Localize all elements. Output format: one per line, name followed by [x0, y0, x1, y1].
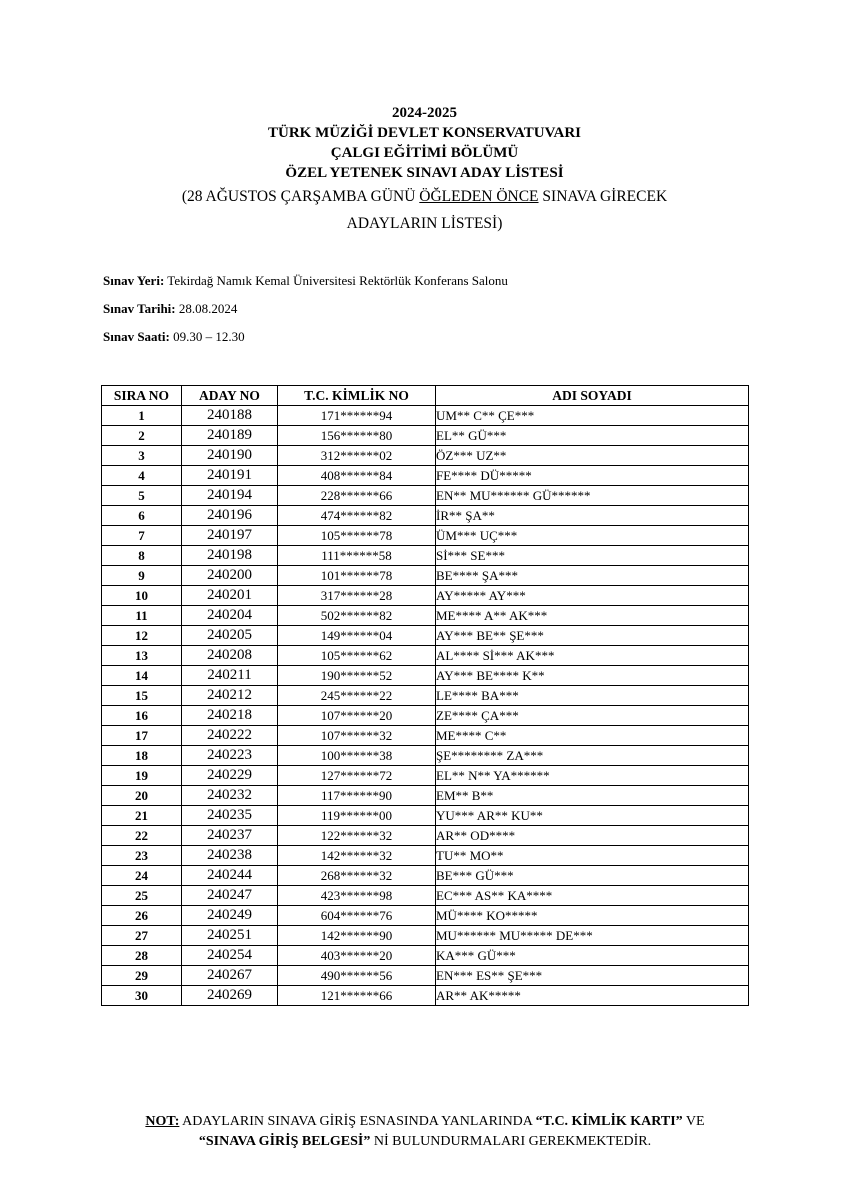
table-row — [102, 466, 749, 486]
row-adi-soyadi: KA*** GÜ*** — [436, 946, 749, 966]
row-tc-kimlik-no: 127******72 — [278, 766, 436, 786]
row-adi-soyadi: UM** C** ÇE*** — [436, 406, 749, 426]
row-tc-kimlik-no: 245******22 — [278, 686, 436, 706]
subtitle-part-1: (28 AĞUSTOS ÇARŞAMBA GÜNÜ — [181, 188, 420, 205]
row-aday-no: 240212 — [182, 686, 278, 706]
table-row — [102, 686, 749, 706]
table-row — [102, 866, 749, 886]
row-adi-soyadi: ÜM*** UÇ*** — [436, 526, 749, 546]
table-row — [102, 566, 749, 586]
note-id-card: “T.C. KİMLİK KARTI” — [535, 1114, 683, 1129]
row-aday-no: 240197 — [182, 526, 278, 546]
row-tc-kimlik-no: 111******58 — [278, 546, 436, 566]
table-row — [102, 826, 749, 846]
row-tc-kimlik-no: 403******20 — [278, 946, 436, 966]
row-adi-soyadi: AR** OD**** — [436, 826, 749, 846]
row-tc-kimlik-no: 317******28 — [278, 586, 436, 606]
row-aday-no: 240232 — [182, 786, 278, 806]
row-aday-no: 240235 — [182, 806, 278, 826]
row-sira-no: 27 — [102, 926, 182, 946]
row-tc-kimlik-no: 121******66 — [278, 986, 436, 1006]
table-row — [102, 446, 749, 466]
row-aday-no: 240198 — [182, 546, 278, 566]
row-sira-no: 25 — [102, 886, 182, 906]
row-tc-kimlik-no: 117******90 — [278, 786, 436, 806]
exam-time-value: 09.30 – 12.30 — [169, 329, 245, 344]
row-sira-no: 20 — [102, 786, 182, 806]
row-tc-kimlik-no: 408******84 — [278, 466, 436, 486]
exam-date-label: Sınav Tarihi: — [103, 301, 176, 316]
column-header-adi-soyadi: ADI SOYADI — [436, 386, 749, 406]
row-sira-no: 4 — [102, 466, 182, 486]
row-sira-no: 19 — [102, 766, 182, 786]
row-adi-soyadi: ŞE******** ZA*** — [436, 746, 749, 766]
subtitle-session-underlined: ÖĞLEDEN ÖNCE — [419, 188, 539, 205]
row-sira-no: 23 — [102, 846, 182, 866]
row-sira-no: 28 — [102, 946, 182, 966]
row-sira-no: 5 — [102, 486, 182, 506]
row-tc-kimlik-no: 171******94 — [278, 406, 436, 426]
row-adi-soyadi: EN*** ES** ŞE*** — [436, 966, 749, 986]
row-aday-no: 240194 — [182, 486, 278, 506]
exam-place-value: Tekirdağ Namık Kemal Üniversitesi Rektörlük Konferans Salonu — [164, 273, 508, 288]
row-sira-no: 30 — [102, 986, 182, 1006]
row-aday-no: 240267 — [182, 966, 278, 986]
table-row — [102, 606, 749, 626]
row-adi-soyadi: LE**** BA*** — [436, 686, 749, 706]
row-sira-no: 17 — [102, 726, 182, 746]
table-body — [102, 406, 749, 1006]
row-aday-no: 240251 — [182, 926, 278, 946]
row-adi-soyadi: EN** MU****** GÜ****** — [436, 486, 749, 506]
row-adi-soyadi: YU*** AR** KU** — [436, 806, 749, 826]
row-tc-kimlik-no: 107******20 — [278, 706, 436, 726]
row-adi-soyadi: FE**** DÜ***** — [436, 466, 749, 486]
session-subtitle — [0, 183, 849, 210]
row-adi-soyadi: TU** MO** — [436, 846, 749, 866]
note-entry-document: “SINAVA GİRİŞ BELGESİ” — [198, 1134, 371, 1149]
row-tc-kimlik-no: 142******32 — [278, 846, 436, 866]
row-sira-no: 29 — [102, 966, 182, 986]
exam-time — [103, 328, 508, 356]
table-row — [102, 406, 749, 426]
subtitle-part-2: SINAVA GİRECEK — [538, 188, 668, 205]
row-aday-no: 240189 — [182, 426, 278, 446]
row-aday-no: 240191 — [182, 466, 278, 486]
table-row — [102, 646, 749, 666]
row-adi-soyadi: AY*** BE**** K** — [436, 666, 749, 686]
row-aday-no: 240201 — [182, 586, 278, 606]
row-sira-no: 26 — [102, 906, 182, 926]
row-sira-no: 8 — [102, 546, 182, 566]
row-aday-no: 240188 — [182, 406, 278, 426]
exam-date — [103, 300, 508, 328]
column-header-aday-no: ADAY NO — [182, 386, 278, 406]
table-row — [102, 506, 749, 526]
row-adi-soyadi: EM** B** — [436, 786, 749, 806]
table-row — [102, 906, 749, 926]
row-adi-soyadi: İR** ŞA** — [436, 506, 749, 526]
table-row — [102, 846, 749, 866]
row-aday-no: 240269 — [182, 986, 278, 1006]
table-row — [102, 946, 749, 966]
exam-date-value: 28.08.2024 — [175, 301, 238, 316]
row-tc-kimlik-no: 490******56 — [278, 966, 436, 986]
row-sira-no: 10 — [102, 586, 182, 606]
row-sira-no: 1 — [102, 406, 182, 426]
row-tc-kimlik-no: 105******78 — [278, 526, 436, 546]
row-aday-no: 240200 — [182, 566, 278, 586]
row-sira-no: 21 — [102, 806, 182, 826]
row-sira-no: 11 — [102, 606, 182, 626]
table-row — [102, 926, 749, 946]
row-aday-no: 240190 — [182, 446, 278, 466]
table-row — [102, 726, 749, 746]
row-tc-kimlik-no: 474******82 — [278, 506, 436, 526]
row-sira-no: 22 — [102, 826, 182, 846]
row-aday-no: 240254 — [182, 946, 278, 966]
row-aday-no: 240208 — [182, 646, 278, 666]
row-adi-soyadi: ÖZ*** UZ** — [436, 446, 749, 466]
row-sira-no: 14 — [102, 666, 182, 686]
candidate-table — [101, 385, 749, 1006]
table-row — [102, 786, 749, 806]
row-adi-soyadi: BE**** ŞA*** — [436, 566, 749, 586]
table-row — [102, 886, 749, 906]
table-row — [102, 526, 749, 546]
academic-year: 2024-2025 — [392, 105, 457, 121]
row-tc-kimlik-no: 423******98 — [278, 886, 436, 906]
row-tc-kimlik-no: 149******04 — [278, 626, 436, 646]
row-sira-no: 13 — [102, 646, 182, 666]
row-tc-kimlik-no: 156******80 — [278, 426, 436, 446]
document-header — [0, 103, 849, 237]
row-aday-no: 240196 — [182, 506, 278, 526]
row-aday-no: 240238 — [182, 846, 278, 866]
table-row — [102, 806, 749, 826]
row-adi-soyadi: MÜ**** KO***** — [436, 906, 749, 926]
table-row — [102, 746, 749, 766]
table-row — [102, 966, 749, 986]
institution-name: TÜRK MÜZİĞİ DEVLET KONSERVATUVARI — [267, 125, 581, 141]
row-adi-soyadi: ME**** C** — [436, 726, 749, 746]
table-row — [102, 706, 749, 726]
column-header-tc-kimlik-no: T.C. KİMLİK NO — [278, 386, 436, 406]
row-aday-no: 240237 — [182, 826, 278, 846]
table-row — [102, 626, 749, 646]
row-tc-kimlik-no: 228******66 — [278, 486, 436, 506]
list-title: ÖZEL YETENEK SINAVI ADAY LİSTESİ — [285, 165, 564, 181]
session-subtitle-line-2: ADAYLARIN LİSTESİ) — [346, 215, 503, 232]
row-sira-no: 2 — [102, 426, 182, 446]
row-tc-kimlik-no: 312******02 — [278, 446, 436, 466]
table-row — [102, 426, 749, 446]
table-row — [102, 586, 749, 606]
department-name: ÇALGI EĞİTİMİ BÖLÜMÜ — [330, 145, 519, 161]
row-sira-no: 24 — [102, 866, 182, 886]
row-tc-kimlik-no: 604******76 — [278, 906, 436, 926]
row-tc-kimlik-no: 122******32 — [278, 826, 436, 846]
row-adi-soyadi: MU****** MU***** DE*** — [436, 926, 749, 946]
row-tc-kimlik-no: 105******62 — [278, 646, 436, 666]
row-adi-soyadi: AL**** Sİ*** AK*** — [436, 646, 749, 666]
row-aday-no: 240211 — [182, 666, 278, 686]
row-aday-no: 240229 — [182, 766, 278, 786]
row-sira-no: 3 — [102, 446, 182, 466]
row-adi-soyadi: ZE**** ÇA*** — [436, 706, 749, 726]
row-adi-soyadi: Sİ*** SE*** — [436, 546, 749, 566]
exam-time-label: Sınav Saati: — [103, 329, 170, 344]
row-sira-no: 7 — [102, 526, 182, 546]
table-row — [102, 666, 749, 686]
row-adi-soyadi: EL** N** YA****** — [436, 766, 749, 786]
row-sira-no: 9 — [102, 566, 182, 586]
row-tc-kimlik-no: 142******90 — [278, 926, 436, 946]
row-adi-soyadi: AY*** BE** ŞE*** — [436, 626, 749, 646]
row-aday-no: 240204 — [182, 606, 278, 626]
exam-info — [103, 272, 508, 356]
row-aday-no: 240205 — [182, 626, 278, 646]
table-header-row — [102, 386, 749, 406]
row-tc-kimlik-no: 119******00 — [278, 806, 436, 826]
row-adi-soyadi: ME**** A** AK*** — [436, 606, 749, 626]
row-aday-no: 240222 — [182, 726, 278, 746]
row-adi-soyadi: EL** GÜ*** — [436, 426, 749, 446]
row-tc-kimlik-no: 268******32 — [278, 866, 436, 886]
note-text-2: VE — [682, 1114, 705, 1129]
row-sira-no: 15 — [102, 686, 182, 706]
row-sira-no: 16 — [102, 706, 182, 726]
note-label: NOT: — [145, 1114, 180, 1129]
note-text-1: ADAYLARIN SINAVA GİRİŞ ESNASINDA YANLARINDA — [179, 1114, 536, 1129]
table-row — [102, 766, 749, 786]
row-aday-no: 240218 — [182, 706, 278, 726]
row-aday-no: 240223 — [182, 746, 278, 766]
row-aday-no: 240249 — [182, 906, 278, 926]
exam-place-label: Sınav Yeri: — [103, 273, 165, 288]
exam-place — [103, 272, 508, 300]
note-text-3: Nİ BULUNDURMALARI GEREKMEKTEDİR. — [370, 1134, 652, 1149]
table-row — [102, 546, 749, 566]
table-row — [102, 486, 749, 506]
row-adi-soyadi: AY***** AY*** — [436, 586, 749, 606]
footer-note — [80, 1112, 770, 1152]
row-aday-no: 240247 — [182, 886, 278, 906]
row-aday-no: 240244 — [182, 866, 278, 886]
row-adi-soyadi: BE*** GÜ*** — [436, 866, 749, 886]
row-tc-kimlik-no: 100******38 — [278, 746, 436, 766]
row-sira-no: 12 — [102, 626, 182, 646]
row-sira-no: 6 — [102, 506, 182, 526]
row-tc-kimlik-no: 502******82 — [278, 606, 436, 626]
row-adi-soyadi: AR** AK***** — [436, 986, 749, 1006]
row-tc-kimlik-no: 190******52 — [278, 666, 436, 686]
row-tc-kimlik-no: 107******32 — [278, 726, 436, 746]
row-adi-soyadi: EC*** AS** KA**** — [436, 886, 749, 906]
table-row — [102, 986, 749, 1006]
column-header-sira-no: SIRA NO — [102, 386, 182, 406]
row-sira-no: 18 — [102, 746, 182, 766]
row-tc-kimlik-no: 101******78 — [278, 566, 436, 586]
